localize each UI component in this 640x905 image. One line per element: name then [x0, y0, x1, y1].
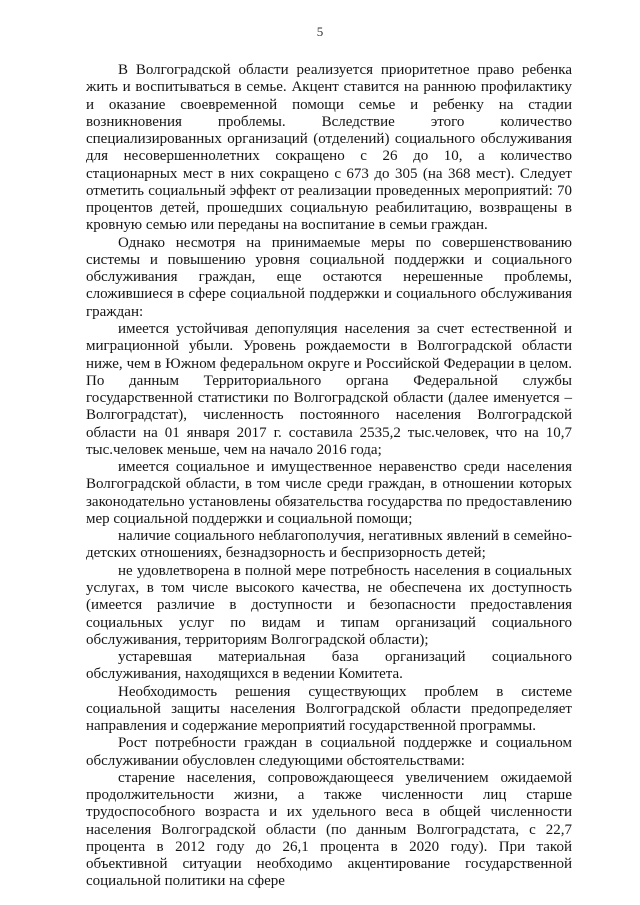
- paragraph-unresolved-problems: Однако несмотря на принимаемые меры по совершенствованию системы и повышению уровня социальной поддержки и социального обслуживания граждан, еще остаются нерешенные проблемы, сложившиеся в сфере социальной поддержки и социального обслуживания граждан:: [86, 234, 572, 320]
- paragraph-depopulation: имеется устойчивая депопуляция населения за счет естественной и миграционной убыли. Уровень рождаемости в Волгоградской области ниже, чем в Южном федеральном округе и Российской Федерации в целом. По данным Территориального органа Федеральной службы государственной статистики по Волгоградской области (далее именуется – Волгоградстат), численность постоянного населения Волгоградской области на 01 января 2017 г. составила 2535,2 тыс.человек, что на 10,7 тыс.человек меньше, чем на начало 2016 года;: [86, 320, 572, 458]
- paragraph-unmet-demand: не удовлетворена в полной мере потребность населения в социальных услугах, в том числе высокого качества, не обеспечена их доступность (имеется различие в доступности и безопасности предоставления социальных услуг по видам и типам организаций социального обслуживания, территориям Волгоградской области);: [86, 562, 572, 648]
- page-number: 5: [316, 24, 324, 39]
- paragraph-inequality: имеется социальное и имущественное неравенство среди населения Волгоградской области, в том числе среди граждан, в отношении которых законодательно установлены обязательства государства по предоставлению мер социальной поддержки и социальной помощи;: [86, 459, 572, 527]
- body-text: [86, 62, 572, 891]
- paragraph-social-trouble: наличие социального неблагополучия, негативных явлений в семейно-детских отношениях, безнадзорность и беспризорность детей;: [86, 528, 572, 562]
- paragraph-aging: старение населения, сопровождающееся увеличением ожидаемой продолжительности жизни, а также численности лиц старше трудоспособного возраста и их удельного веса в общей численности населения Волгоградской области (по данным Волгоградстата, с 22,7 процента в 2012 году до 26,1 процента в 2020 году). При такой объективной ситуации необходимо акцентирование государственной социальной политики на сфере: [86, 769, 572, 890]
- paragraph-family-priority: В Волгоградской области реализуется приоритетное право ребенка жить и воспитываться в семье. Акцент ставится на раннюю профилактику и оказание своевременной помощи семье и ребенку на стадии возникновения проблемы. Вследствие этого количество специализированных организаций (отделений) социального обслуживания для несовершеннолетних сокращено с 26 до 10, а количество стационарных мест в них сокращено с 673 до 305 (на 368 мест). Следует отметить социальный эффект от реализации проведенных мероприятий: 70 процентов детей, прошедших социальную реабилитацию, возвращены в кровную семью или переданы на воспитание в семьи граждан.: [86, 62, 572, 234]
- paragraph-necessity: Необходимость решения существующих проблем в системе социальной защиты населения Волгоградской области предопределяет направления и содержание мероприятий государственной программы.: [86, 683, 572, 735]
- paragraph-demand-growth: Рост потребности граждан в социальной поддержке и социальном обслуживании обусловлен следующими обстоятельствами:: [86, 735, 572, 769]
- paragraph-outdated-base: устаревшая материальная база организаций социального обслуживания, находящихся в ведении Комитета.: [86, 649, 572, 683]
